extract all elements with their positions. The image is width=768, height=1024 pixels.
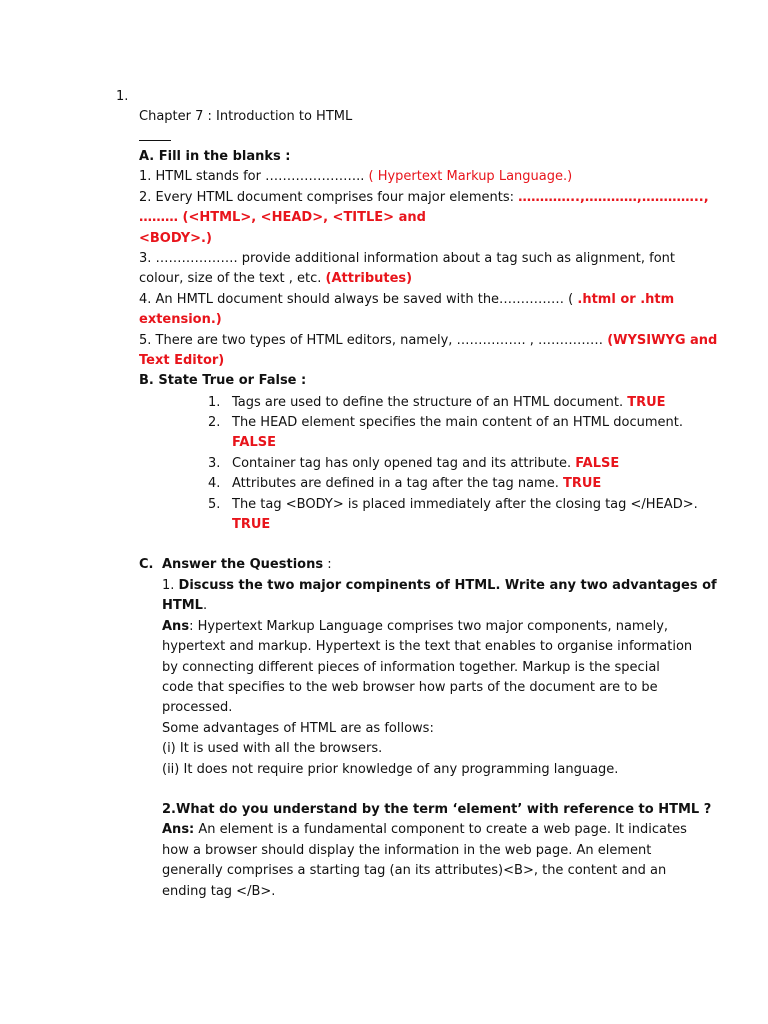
answer-text: FALSE	[575, 456, 620, 471]
answer-text: An element is a fundamental component to create a web page. It indicates	[194, 822, 687, 838]
answer-text: …………..,…………,…………..,	[518, 189, 709, 205]
section-c-prefix: C.	[139, 557, 154, 572]
question-text: 5. There are two types of HTML editors, namely, ……………. , ……………	[139, 332, 608, 348]
answer-1-line5: processed.	[162, 700, 233, 716]
tf-item-3	[232, 454, 619, 474]
statement: Container tag has only opened tag and its attribute.	[232, 456, 576, 471]
answer-text: TRUE	[563, 476, 602, 491]
heading-suffix: :	[323, 557, 332, 572]
answer-text: (Attributes)	[325, 271, 413, 287]
answer-text: (WYSIWYG and	[607, 332, 718, 348]
answer-text: TRUE	[627, 395, 666, 410]
answer-1-line6: Some advantages of HTML are as follows:	[162, 720, 434, 736]
question-text: colour, size of the text , etc.	[139, 271, 326, 287]
section-a	[139, 147, 718, 392]
section-a-heading: A. Fill in the blanks :	[139, 149, 291, 164]
fill-blank-2-answer-line3: <BODY>.)	[139, 230, 212, 246]
answer-1-line3: by connecting different pieces of information together. Markup is the special	[162, 659, 660, 675]
tf-item-2: The HEAD element specifies the main content of an HTML document.	[232, 415, 683, 430]
answer-text: : Hypertext Markup Language comprises two major components, namely,	[189, 618, 669, 634]
section-b-heading: B. State True or False :	[139, 373, 307, 389]
answer-label: Ans:	[162, 822, 195, 838]
fill-blank-2	[139, 188, 709, 208]
statement: Attributes are defined in a tag after the tag name.	[232, 476, 563, 491]
tf-item-5: The tag <BODY> is placed immediately after the closing tag </HEAD>.	[232, 497, 698, 512]
list-number: 1.	[116, 89, 129, 104]
answer-2-line3: generally comprises a starting tag (an its attributes)<B>, the content and an	[162, 863, 667, 879]
answer-1-line1	[162, 617, 677, 637]
heading-text: Answer the Questions	[162, 557, 324, 572]
answer-label: Ans	[162, 618, 190, 634]
answer-1-line4: code that specifies to the web browser how parts of the document are to be	[162, 680, 658, 696]
answer-1-line7: (i) It is used with all the browsers.	[162, 741, 383, 757]
tf-number: 2.	[208, 415, 221, 430]
fill-blank-4-answer-line2: extension.)	[139, 312, 222, 328]
answer-text: ( Hypertext Markup Language.)	[368, 169, 573, 185]
tf-item-5-answer: TRUE	[232, 517, 271, 532]
answer-2-line1	[162, 820, 687, 840]
tf-item-2-answer: FALSE	[232, 435, 276, 450]
question-end: .	[202, 598, 208, 614]
fill-blank-2-answer-line2: ……… (<HTML>, <HEAD>, <TITLE> and	[139, 210, 426, 226]
fill-blank-3-line1: 3. ………………. provide additional information about a tag such as alignment, font	[139, 251, 676, 267]
question-text: Discuss the two major compinents of HTML. Write any two advantages of	[178, 578, 717, 593]
question-2-block	[162, 800, 712, 902]
question-text: 4. An HMTL document should always be saved with the…………… (	[139, 291, 578, 307]
statement: Tags are used to define the structure of an HTML document.	[232, 395, 628, 410]
fill-blank-1	[139, 167, 679, 187]
question-2-text: 2.What do you understand by the term ‘element’ with reference to HTML ?	[162, 802, 712, 817]
fill-blank-5	[139, 331, 718, 351]
tf-number: 4.	[208, 476, 221, 491]
tf-item-1	[232, 393, 666, 413]
question-text: 1. HTML stands for …………………..	[139, 169, 369, 185]
tf-item-4	[232, 474, 601, 494]
tf-number: 5.	[208, 497, 221, 512]
tf-number: 3.	[208, 456, 221, 471]
fill-blank-4	[139, 290, 679, 310]
tf-number: 1.	[208, 395, 221, 410]
chapter-title: Chapter 7 : Introduction to HTML	[139, 109, 353, 124]
divider	[139, 140, 171, 141]
question-text: 2. Every HTML document comprises four major elements:	[139, 189, 519, 205]
question-1-line1	[162, 576, 717, 596]
answer-2-line2: how a browser should display the information in the web page. An element	[162, 842, 652, 858]
fill-blank-3-line2	[139, 269, 679, 289]
answer-2-line4: ending tag </B>.	[162, 883, 276, 899]
question-1-block	[162, 576, 717, 780]
section-c-heading	[162, 555, 332, 575]
question-text: HTML	[162, 598, 203, 614]
question-1-line2	[162, 596, 677, 616]
answer-1-line2: hypertext and markup. Hypertext is the text that enables to organise information	[162, 639, 693, 655]
answer-1-line8: (ii) It does not require prior knowledge of any programming language.	[162, 761, 619, 777]
fill-blank-5-answer-line2: Text Editor)	[139, 353, 225, 369]
answer-text: .html or .htm	[577, 291, 675, 307]
question-number: 1.	[162, 578, 179, 593]
